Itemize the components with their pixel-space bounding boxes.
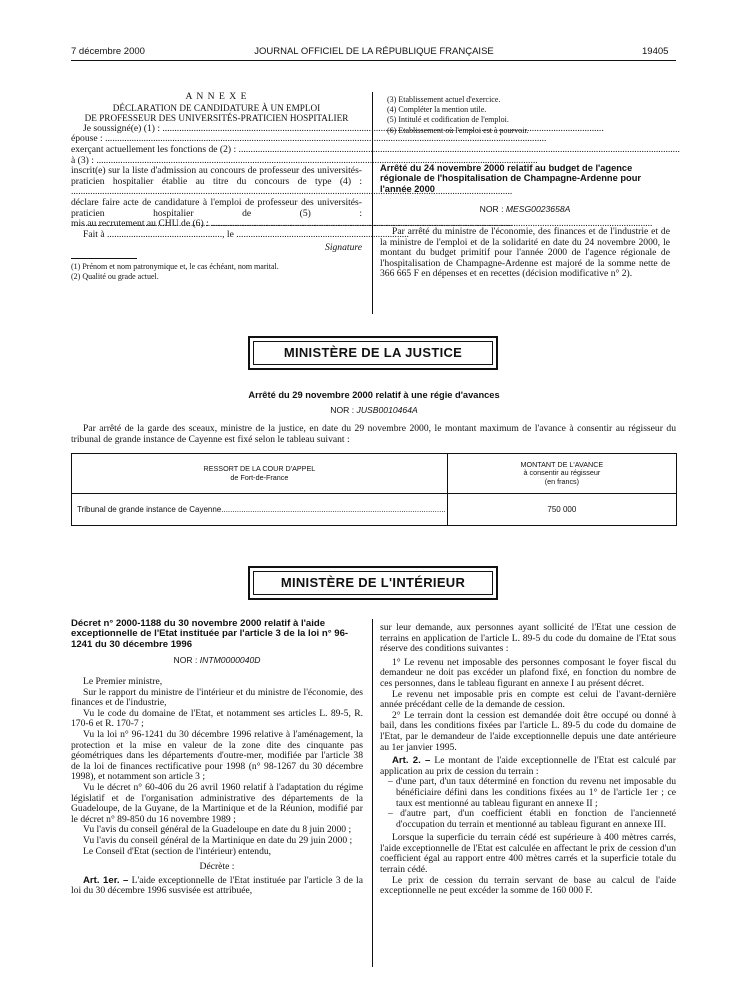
arrete-regie-body: Par arrêté de la garde des sceaux, ministre de la justice, en date du 29 novembre 2000, le montant maximum de l'avance à consentir au régisseur du tribunal de grande instance de Cayenne est fixé selon le tableau suivant :: [71, 423, 676, 445]
column-rule-top: [372, 92, 373, 314]
header-date: 7 décembre 2000: [71, 46, 145, 57]
table-header-ressort: RESSORT DE LA COUR D'APPEL de Fort-de-France: [72, 454, 448, 494]
decret-title: Décret n° 2000-1188 du 30 novembre 2000 relatif à l'aide exceptionnelle de l'Etat instituée par l'article 3 de la loi n° 96-1241 du 30 décembre 1996: [71, 618, 349, 650]
annexe-title: A N N E X E: [185, 91, 248, 102]
form-declare: déclare faire acte de candidature à l'emploi de professeur des universités-praticien hospitalier de (5) : .....: [71, 198, 362, 219]
arrete-champagne-body: Par arrêté du ministre de l'économie, des finances et de l'industrie et de la ministre de l'emploi et de la solidarité en date du 24 novembre 2000, le montant du budget primitif pour l'année 2000 de l'agence régionale de l'hospitalisation de Champagne-Ardenne est majoré de la somme nette de 366 665 F en dépenses et en recettes (décision modificative n° 2).: [380, 226, 670, 280]
arrete-regie-title: Arrêté du 29 novembre 2000 relatif à une régie d'avances: [248, 390, 500, 400]
decret-visas: Le Premier ministre, Sur le rapport du ministre de l'intérieur et du ministre de l'économie, des finances et de l'industrie, Vu le code du domaine de l'Etat, et notamment ses articles L. 89-5, R. 170-6 et R. 170-7 ; Vu la loi n° 96-1241 du 30 décembre 1996 relative à l'aménagement, la protection et la mise en valeur de la zone dite des cinquante pas géométriques dans les départements d'outre-mer, modifiée par l'article 38 de la loi de finances rectificative pour 1998 (n° 98-1267 du 30 décembre 1998), et notamment son article 3 ; Vu le décret n° 60-406 du 26 avril 1960 relatif à l'adaptation du régime législatif et de l'organisation administrative des départements de la Guadeloupe, de la Guyane, de la Martinique et de la Réunion, modifié par le décret n° 89-850 du 16 novembre 1989 ; Vu l'avis du conseil général de la Guadeloupe en date du 8 juin 2000 ; Vu l'avis du conseil général de la Martinique en date du 29 juin 2000 ; Le Conseil d'Etat (section de l'intérieur) entendu, Décrète : Art. 1er. – L'aide exceptionnelle de l'Etat instituée par l'article 3 de la loi du 30 décembre 1996 susvisée est attribuée,: [71, 676, 363, 897]
article-2: Art. 2. – Le montant de l'aide exceptionnelle de l'Etat est calculé par application au prix de cession du terrain :: [380, 755, 676, 777]
signature-label: Signature: [325, 242, 362, 254]
journal-title: JOURNAL OFFICIEL DE LA RÉPUBLIQUE FRANÇAISE: [254, 46, 494, 57]
annexe-subtitle-1: DÉCLARATION DE CANDIDATURE À UN EMPLOI: [112, 102, 321, 113]
arrete-champagne-title: Arrêté du 24 novembre 2000 relatif au budget de l'agence régionale de l'hospitalisation de Champagne-Ardenne pour l'année 2000: [380, 163, 642, 194]
form-line-fait: Fait à ................................................, le ........................................................................: [83, 228, 409, 240]
decret-right-column: sur leur demande, aux personnes ayant sollicité de l'Etat une cession de terrains en application de l'article L. 89-5 du code du domaine de l'Etat sous réserve des conditions suivantes : 1° Le revenu net imposable des personnes composant le foyer fiscal du demandeur ne doit pas excéder un plafond fixé, en fonction du nombre de ces personnes, dans le tableau figurant en annexe I au présent décret. Le revenu net imposable pris en compte est celui de l'avant-dernière année précédant celle de la demande de cession. 2° Le terrain dont la cession est demandée doit être occupé ou donné à bail, dans les conditions fixées par l'article L. 89-5 du code du domaine de l'Etat, par le demandeur de l'aide exceptionnelle depuis une date antérieure au 1er janvier 1995. Art. 2. – Le montant de l'aide exceptionnelle de l'Etat est calculé par application au prix de cession du terrain : – d'une part, d'un taux déterminé en fonction du revenu net imposable du bénéficiaire défini dans les conditions fixées au 1° de l'article 1er ; ce taux est mentionné au tableau figurant en annexe II ; – d'autre part, d'un coefficient établi en fonction de l'ancienneté d'occupation du terrain et mentionné au tableau figurant en annexe III. Lorsque la superficie du terrain cédé est supérieure à 400 mètres carrés, l'aide exceptionnelle de l'Etat est calculée en affectant le prix de cession d'un coefficient égal au rapport entre 400 mètres carrés et la superficie totale du terrain cédé. Le prix de cession du terrain servant de base au calcul de l'aide exceptionnelle ne peut excéder la somme de 160 000 F.: [380, 622, 676, 897]
ministere-justice-heading: MINISTÈRE DE LA JUSTICE: [253, 341, 493, 365]
annexe-subtitle-2: DE PROFESSEUR DES UNIVERSITÉS-PRATICIEN HOSPITALIER: [84, 113, 349, 124]
decret-nor: NOR : INTM0000040D: [173, 655, 261, 665]
ministere-interieur-heading: MINISTÈRE DE L'INTÉRIEUR: [253, 571, 493, 595]
form-line-name: Je soussigné(e) (1) : .....: [71, 124, 362, 135]
ministere-interieur-box: [248, 566, 498, 600]
annexe-block: [71, 91, 409, 281]
arrete-regie-nor: NOR : JUSB0010464A: [330, 405, 418, 415]
article-1: Art. 1er. – L'aide exceptionnelle de l'Etat instituée par l'article 3 de la loi du 30 décembre 1996 susvisée est attribuée,: [71, 874, 363, 897]
footnote-rule: [71, 258, 137, 259]
table-row-label: Tribunal de grande instance de Cayenne.....................................................................................................: [72, 494, 448, 526]
decrete: Décrète :: [199, 861, 235, 873]
footnotes-left: (1) Prénom et nom patronymique et, le cas échéant, nom marital. (2) Qualité ou grade actuel.: [71, 261, 279, 281]
ministere-justice-box: [248, 336, 498, 370]
form-line-place: à (3) : .....: [71, 156, 362, 167]
arrete-champagne-nor: NOR : MESG0023658A: [479, 204, 571, 214]
form-line-chu: mis au recrutement au CHU de (6) : .....: [71, 219, 362, 230]
page-number: 19405: [642, 46, 669, 57]
form-line-functions: exerçant actuellement les fonctions de (2) : .....: [71, 145, 362, 156]
art2-item-1: – d'une part, d'un taux déterminé en fonction du revenu net imposable du bénéficiaire défini dans les conditions fixées au 1° de l'article 1er ; ce taux est mentionné au tableau figurant en annexe II ;: [388, 776, 676, 809]
column-rule-bottom: [372, 619, 373, 967]
regie-table: [71, 453, 677, 526]
form-inscrit: inscrit(e) sur la liste d'admission au concours de professeur des universités-praticien hospitalier établie au titre du concours de type (4) : .....: [71, 166, 362, 198]
art2-item-2: – d'autre part, d'un coefficient établi en fonction de l'ancienneté d'occupation du terrain et mentionné au tableau figurant en annexe III.: [388, 808, 676, 830]
form-line-spouse: épouse : .....: [71, 134, 362, 145]
footnotes-right: (3) Etablissement actuel d'exercice. (4) Compléter la mention utile. (5) Intitulé et codification de l'emploi. (6) Etablissement où l'emploi est à pourvoir.: [387, 95, 529, 135]
header-rule: [71, 60, 676, 61]
table-header-montant: MONTANT DE L'AVANCE à consentir au régisseur (en francs): [447, 454, 676, 494]
table-row-value: 750 000: [547, 505, 577, 514]
